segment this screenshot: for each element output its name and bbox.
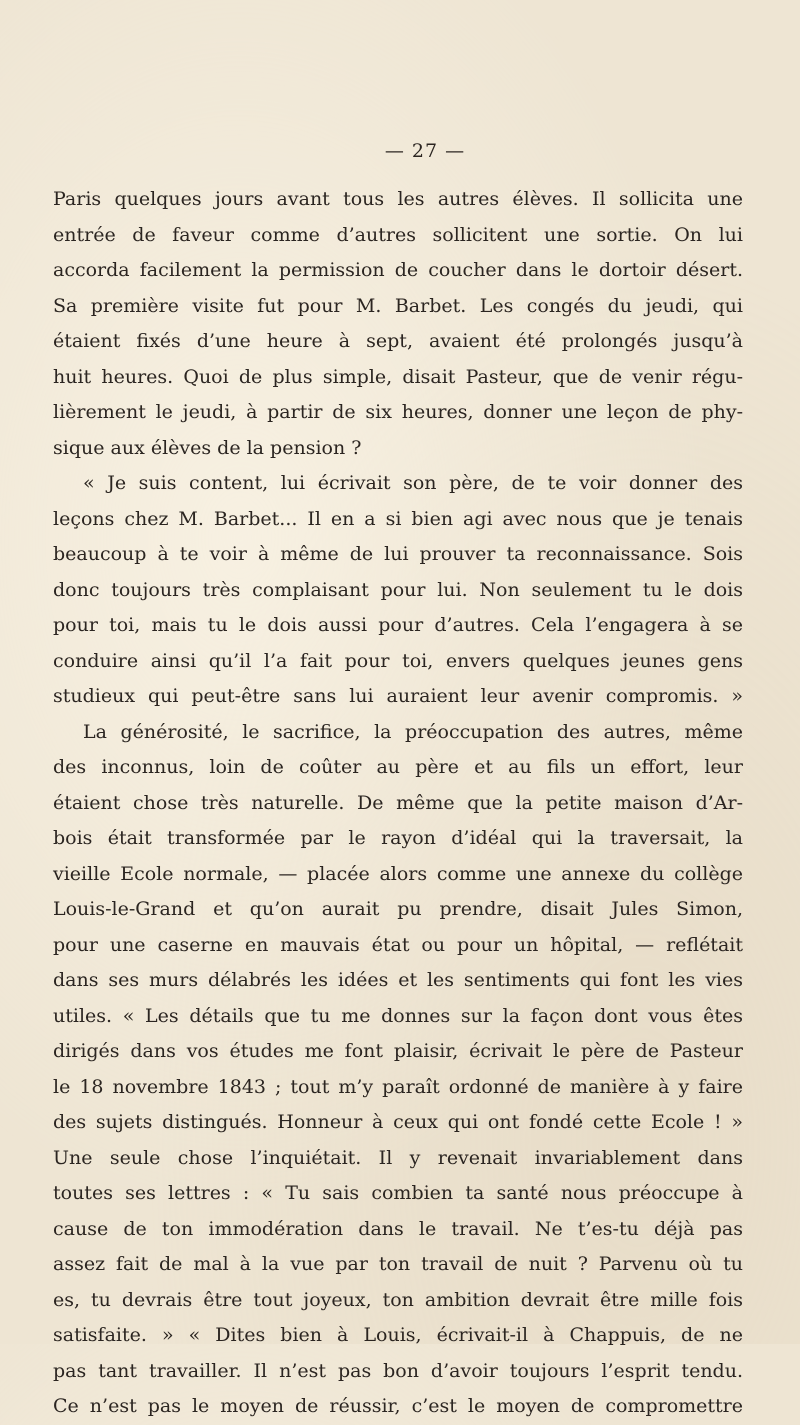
text-line: Sa première visite fut pour M. Barbet. Les congés du jeudi, qui [53,294,743,317]
text-line: des sujets distingués. Honneur à ceux qui ont fondé cette Ecole ! » [53,1111,743,1133]
text-line: huit heures. Quoi de plus simple, disait Pasteur, que de venir régu- [53,365,743,388]
text-line: conduire ainsi qu’il l’a fait pour toi, envers quelques jeunes gens [53,649,743,672]
text-line: des inconnus, loin de coûter au père et au fils un effort, leur [53,756,743,778]
text-line: es, tu devrais être tout joyeux, ton ambition devrait être mille fois [53,1288,743,1311]
text-line: studieux qui peut-être sans lui auraient leur avenir compromis. » [53,685,743,707]
text-line: assez fait de mal à la vue par ton travail de nuit ? Parvenu où tu [53,1253,743,1275]
text-line: dans ses murs délabrés les idées et les sentiments qui font les vies [53,969,743,991]
text-line: pour une caserne en mauvais état ou pour un hôpital, — reflétait [53,933,743,956]
text-line: Paris quelques jours avant tous les autres élèves. Il sollicita une [53,188,743,210]
text-line: étaient chose très naturelle. De même que la petite maison d’Ar- [53,791,743,814]
text-line: toutes ses lettres : « Tu sais combien ta santé nous préoccupe à [53,1182,743,1204]
text-line: sique aux élèves de la pension ? [53,436,362,459]
text-line: accorda facilement la permission de coucher dans le dortoir désert. [53,259,743,281]
text-line: beaucoup à te voir à même de lui prouver ta reconnaissance. Sois [53,543,743,565]
text-line: La générosité, le sacrifice, la préoccupation des autres, même [83,720,743,743]
body-text [53,182,743,1425]
text-line: vieille Ecole normale, — placée alors comme une annexe du collège [53,862,743,885]
text-line: pas tant travailler. Il n’est pas bon d’avoir toujours l’esprit tendu. [53,1359,743,1382]
text-line: utiles. « Les détails que tu me donnes sur la façon dont vous êtes [53,1004,743,1027]
text-line: Louis-le-Grand et qu’on aurait pu prendre, disait Jules Simon, [53,898,743,920]
text-line: étaient fixés d’une heure à sept, avaient été prolongés jusqu’à [53,330,743,352]
text-line: « Je suis content, lui écrivait son père, de te voir donner des [83,472,743,494]
text-line: cause de ton immodération dans le travail. Ne t’es-tu déjà pas [53,1217,743,1240]
text-line: entrée de faveur comme d’autres sollicitent une sortie. On lui [53,223,743,246]
text-line: le 18 novembre 1843 ; tout m’y paraît ordonné de manière à y faire [53,1075,743,1098]
text-line: donc toujours très complaisant pour lui. Non seulement tu le dois [53,578,743,601]
text-line: dirigés dans vos études me font plaisir, écrivait le père de Pasteur [53,1040,743,1062]
text-line: pour toi, mais tu le dois aussi pour d’autres. Cela l’engagera à se [53,614,743,636]
text-line: bois était transformée par le rayon d’idéal qui la traversait, la [53,827,743,849]
text-line: satisfaite. » « Dites bien à Louis, écrivait-il à Chappuis, de ne [53,1324,743,1346]
text-line: leçons chez M. Barbet... Il en a si bien agi avec nous que je tenais [53,507,743,530]
text-line: Ce n’est pas le moyen de réussir, c’est le moyen de compromettre [53,1395,743,1417]
page-number: — 27 — [384,140,466,162]
text-line: Une seule chose l’inquiétait. Il y revenait invariablement dans [53,1146,743,1169]
text-line: lièrement le jeudi, à partir de six heures, donner une leçon de phy- [53,401,743,423]
